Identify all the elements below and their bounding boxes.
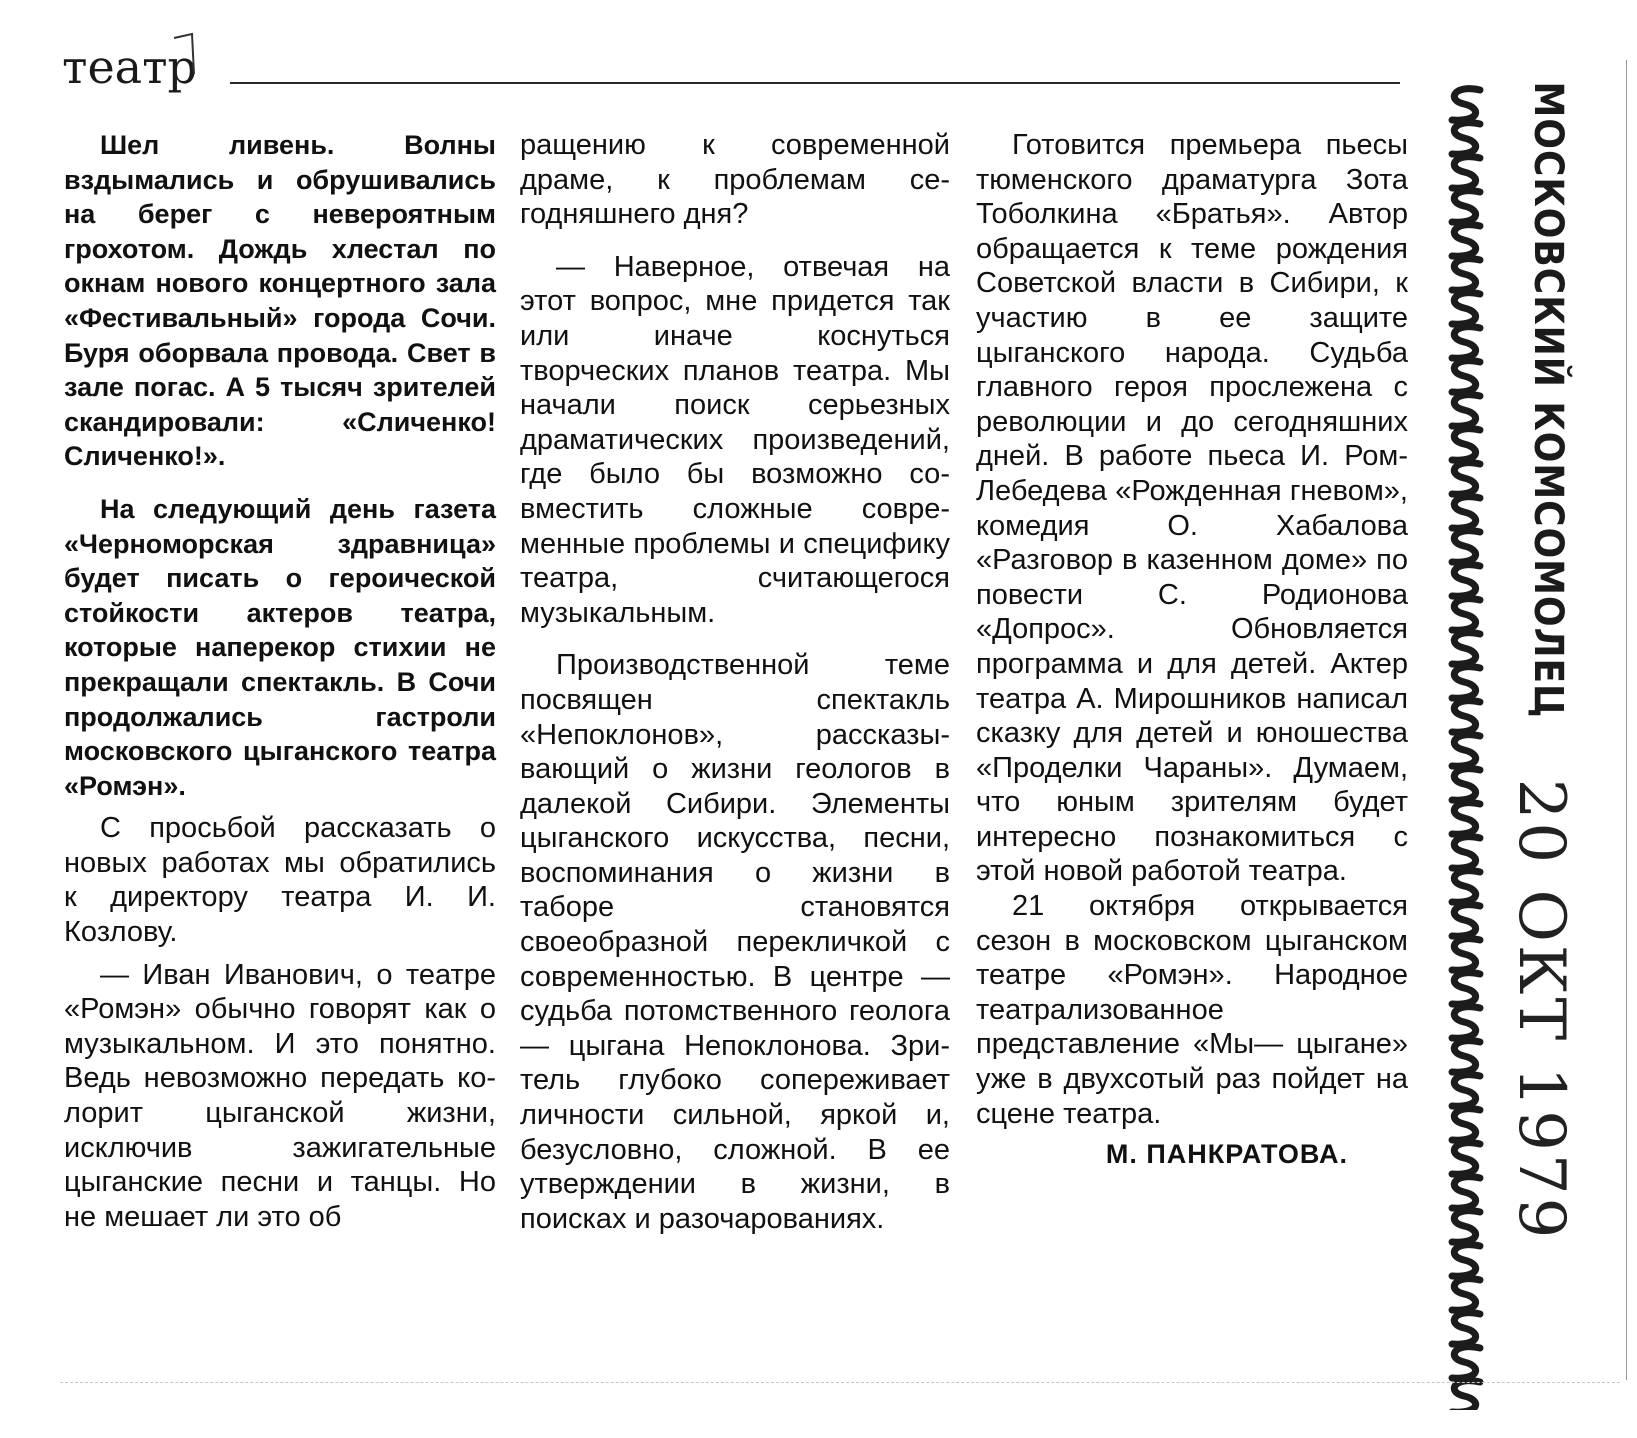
- lead-paragraph-2: На следующий день газета «Черноморская здравница» будет писать о героической стойкости актеров театра, которые наперекор стихии не прекращали спектакль. В Сочи продолжались гастроли московского цыганского театра «Ромэн».: [64, 493, 496, 801]
- paragraph: ращению к современной драме, к проблемам сегодняшнего дня?: [520, 129, 950, 231]
- ornament-swirl: [1452, 599, 1480, 631]
- ornament-swirl: [1452, 1109, 1480, 1141]
- paragraph: — Наверное, отвечая на этот вопрос, мне придется так или иначе коснуться творческих планов театра. Мы начали поиск серьезных драматических произведений, где было бы возможно совместить сложные современные проблемы и специфику театра, считающегося музыкальным.: [520, 250, 950, 629]
- ornament-swirl: [1452, 327, 1480, 359]
- ornament-swirl: [1452, 259, 1480, 291]
- ornament-swirl: [1452, 973, 1480, 1005]
- ornament-swirl: [1452, 361, 1480, 393]
- ornament-swirl: [1452, 1279, 1480, 1311]
- ornament-swirl: [1452, 1245, 1480, 1277]
- source-stamp-date: 20 ОКТ 1979: [1504, 778, 1578, 1242]
- article-column-1: [64, 128, 496, 1234]
- ornament-swirl: [1452, 1347, 1480, 1379]
- ornament-swirl: [1452, 531, 1480, 563]
- ornament-swirl: [1452, 1143, 1480, 1175]
- ornament-swirl: [1452, 225, 1480, 257]
- ornament-swirl: [1452, 633, 1480, 665]
- ornament-swirl: [1452, 735, 1480, 767]
- ornament-swirl: [1452, 89, 1480, 121]
- article-column-3: [976, 128, 1408, 1172]
- ornament-swirl: [1452, 123, 1480, 155]
- ornament-swirl: [1452, 157, 1480, 189]
- section-rubric: театр: [62, 40, 197, 94]
- ornament-swirl: [1452, 191, 1480, 223]
- paragraph: С просьбой рассказать о новых работах мы обратились к директору театра И. И. Козлову.: [64, 812, 496, 949]
- ornament-swirl: [1452, 803, 1480, 835]
- ornament-swirl: [1452, 1381, 1480, 1410]
- margin-rule: [1626, 60, 1627, 1380]
- decorative-border-ornament: [1434, 80, 1498, 1410]
- ornament-swirl: [1452, 1177, 1480, 1209]
- ornament-swirl: [1452, 395, 1480, 427]
- ornament-swirl: [1452, 939, 1480, 971]
- ornament-swirl: [1452, 701, 1480, 733]
- ornament-swirl: [1452, 667, 1480, 699]
- ornament-swirl: [1452, 293, 1480, 325]
- ornament-swirl: [1452, 1075, 1480, 1107]
- source-stamp-name: МОСКОВСКИЙ КОМСОМОЛЕЦ: [1525, 81, 1571, 719]
- cut-line: [60, 1382, 1620, 1383]
- ornament-swirl: [1452, 905, 1480, 937]
- clip-mark: [170, 30, 210, 80]
- paragraph: 21 октября открывается сезон в московском цыганском театре «Ромэн». Народное театрализованное представление «Мы— цыгане» уже в двухсотый раз пойдет на сцене театра.: [976, 890, 1408, 1130]
- paragraph: Готовится премьера пьесы тюменского драматурга Зота Тоболкина «Братья». Автор обращается к теме рождения Советской власти в Сибири, к участию в ее защите цыганского народа. Судьба главного героя прослежена с революции и до сегодняшних дней. В работе пьеса И. Ром-Лебедева «Рожденная гневом», комедия О. Хабалова «Разговор в казенном доме» по повести С. Родионова «Допрос». Обновляется программа и для детей. Актер театра А. Мирошников написал сказку для детей и юношества «Проделки Чараны». Думаем, что юным зрителям будет интересно познакомиться с этой новой работой театра.: [976, 129, 1408, 888]
- ornament-swirl: [1452, 1313, 1480, 1345]
- ornament-swirl: [1452, 565, 1480, 597]
- ornament-swirl: [1452, 1007, 1480, 1039]
- ornament-swirl: [1452, 497, 1480, 529]
- ornament-swirl: [1452, 429, 1480, 461]
- paragraph: Производственной теме посвящен спектакль «Непоклонов», рассказывающий о жизни геологов в далекой Сибири. Элементы цыганского искусства, песни, воспоминания о жизни в таборе становятся своеобразной перекличкой с современностью. В центре — судьба потомственного геолога — цыгана Непоклонова. Зритель глубоко сопереживает личности сильной, яркой и, безусловно, сложной. В ее утверждении в жизни, в поисках и разочарованиях.: [520, 649, 950, 1235]
- ornament-swirl: [1452, 871, 1480, 903]
- author-byline: М. ПАНКРАТОВА.: [1105, 1139, 1348, 1170]
- ornament-swirl: [1452, 1041, 1480, 1073]
- ornament-swirl: [1452, 463, 1480, 495]
- paragraph: — Иван Иванович, о театре «Ромэн» обычно говорят как о музыкальном. И это понятно. Ведь невозможно передать колорит цыганской жизни, исключив зажигательные цыганские песни и танцы. Но не мешает ли это об: [64, 958, 496, 1233]
- article-column-2: [520, 128, 950, 1236]
- ornament-swirl: [1452, 769, 1480, 801]
- lead-paragraph-1: Шел ливень. Волны вздымались и обрушивались на берег с невероятным грохотом. Дождь хлестал по окнам нового концертного зала «Фестивальный» города Сочи. Буря оборвала провода. Свет в зале погас. А 5 тысяч зрителей скандировали: «Сличенко! Сличенко!».: [64, 130, 496, 472]
- ornament-swirl: [1452, 1211, 1480, 1243]
- ornament-swirl: [1452, 837, 1480, 869]
- header-rule: [230, 82, 1400, 84]
